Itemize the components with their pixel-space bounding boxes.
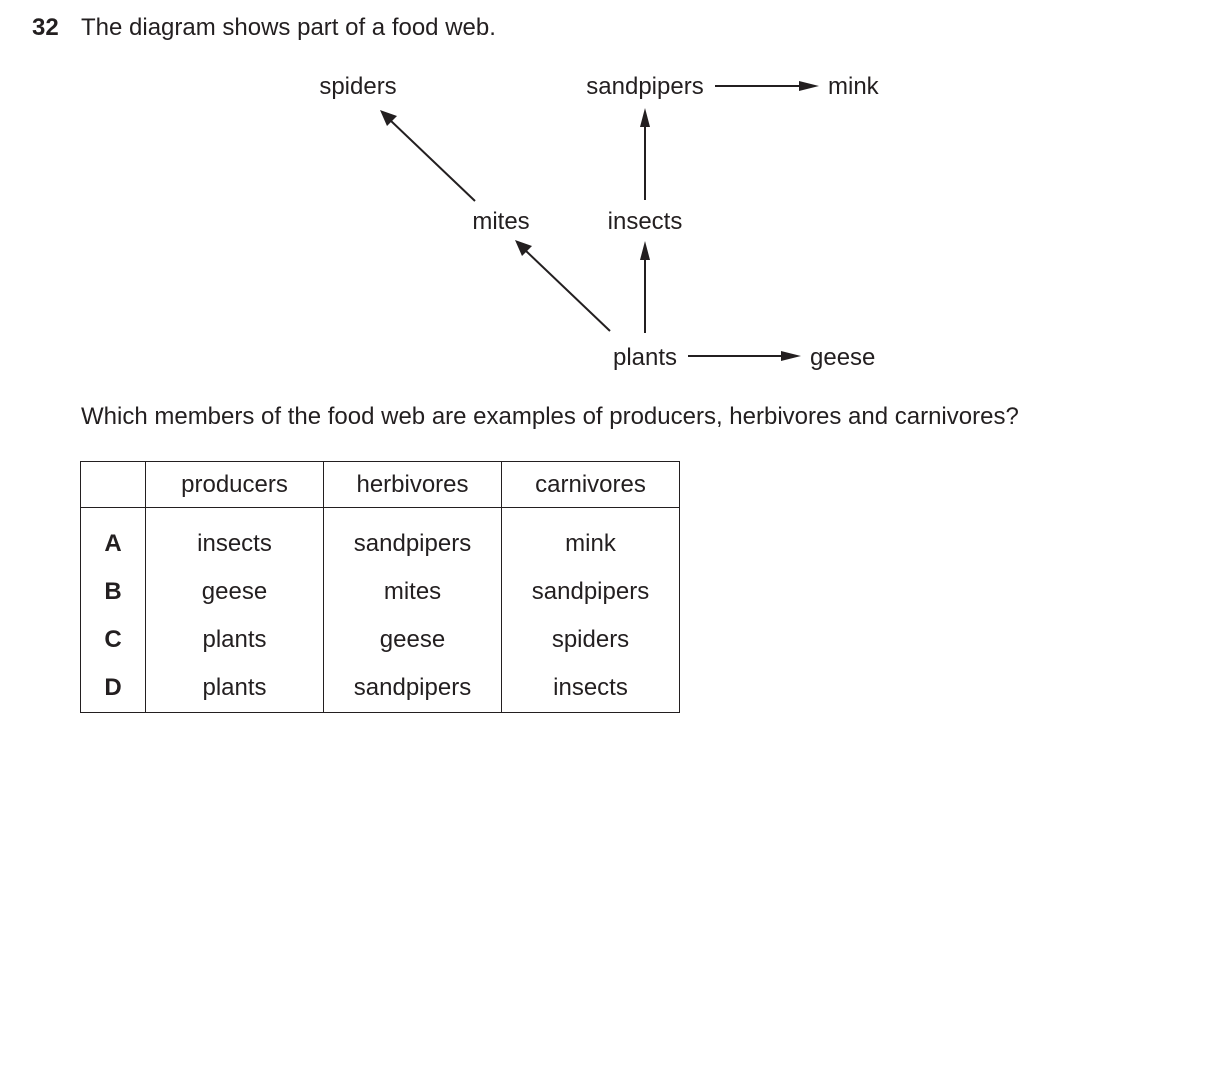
organism-sandpipers: sandpipers bbox=[586, 73, 704, 100]
option-carnivores: mink bbox=[502, 508, 680, 569]
option-herbivores: mites bbox=[324, 568, 502, 616]
option-key: B bbox=[81, 568, 146, 616]
table-header-row bbox=[81, 462, 680, 508]
arrow-plants-to-geese bbox=[688, 351, 801, 361]
option-carnivores: spiders bbox=[502, 616, 680, 664]
option-key: C bbox=[81, 616, 146, 664]
option-producers: insects bbox=[146, 508, 324, 569]
header-key bbox=[81, 462, 146, 508]
option-producers: plants bbox=[146, 616, 324, 664]
food-web-diagram bbox=[0, 0, 1209, 400]
option-carnivores: sandpipers bbox=[502, 568, 680, 616]
question-number: 32 bbox=[32, 14, 59, 41]
header-herbivores: herbivores bbox=[324, 462, 502, 508]
header-producers: producers bbox=[146, 462, 324, 508]
option-row-a[interactable] bbox=[81, 508, 680, 569]
option-carnivores: insects bbox=[502, 664, 680, 713]
option-herbivores: sandpipers bbox=[324, 664, 502, 713]
option-producers: plants bbox=[146, 664, 324, 713]
arrow-insects-to-sandpipers bbox=[640, 108, 650, 200]
arrow-mites-to-spiders bbox=[380, 110, 475, 201]
organism-mites: mites bbox=[472, 208, 530, 235]
option-row-c[interactable] bbox=[81, 616, 680, 664]
organism-geese: geese bbox=[810, 344, 876, 371]
organism-spiders: spiders bbox=[319, 73, 397, 100]
option-key: D bbox=[81, 664, 146, 713]
question-stem: The diagram shows part of a food web. bbox=[81, 14, 496, 41]
arrow-sandpipers-to-mink bbox=[715, 81, 819, 91]
option-row-d[interactable] bbox=[81, 664, 680, 713]
option-key: A bbox=[81, 508, 146, 569]
option-herbivores: geese bbox=[324, 616, 502, 664]
option-producers: geese bbox=[146, 568, 324, 616]
question-prompt: Which members of the food web are examples of producers, herbivores and carnivores? bbox=[81, 403, 1019, 430]
organism-plants: plants bbox=[612, 344, 678, 371]
organism-mink: mink bbox=[828, 73, 879, 100]
answer-options-table bbox=[80, 461, 680, 713]
option-row-b[interactable] bbox=[81, 568, 680, 616]
header-carnivores: carnivores bbox=[502, 462, 680, 508]
arrow-plants-to-mites bbox=[515, 240, 610, 331]
organism-insects: insects bbox=[607, 208, 683, 235]
arrow-plants-to-insects bbox=[640, 241, 650, 333]
option-herbivores: sandpipers bbox=[324, 508, 502, 569]
